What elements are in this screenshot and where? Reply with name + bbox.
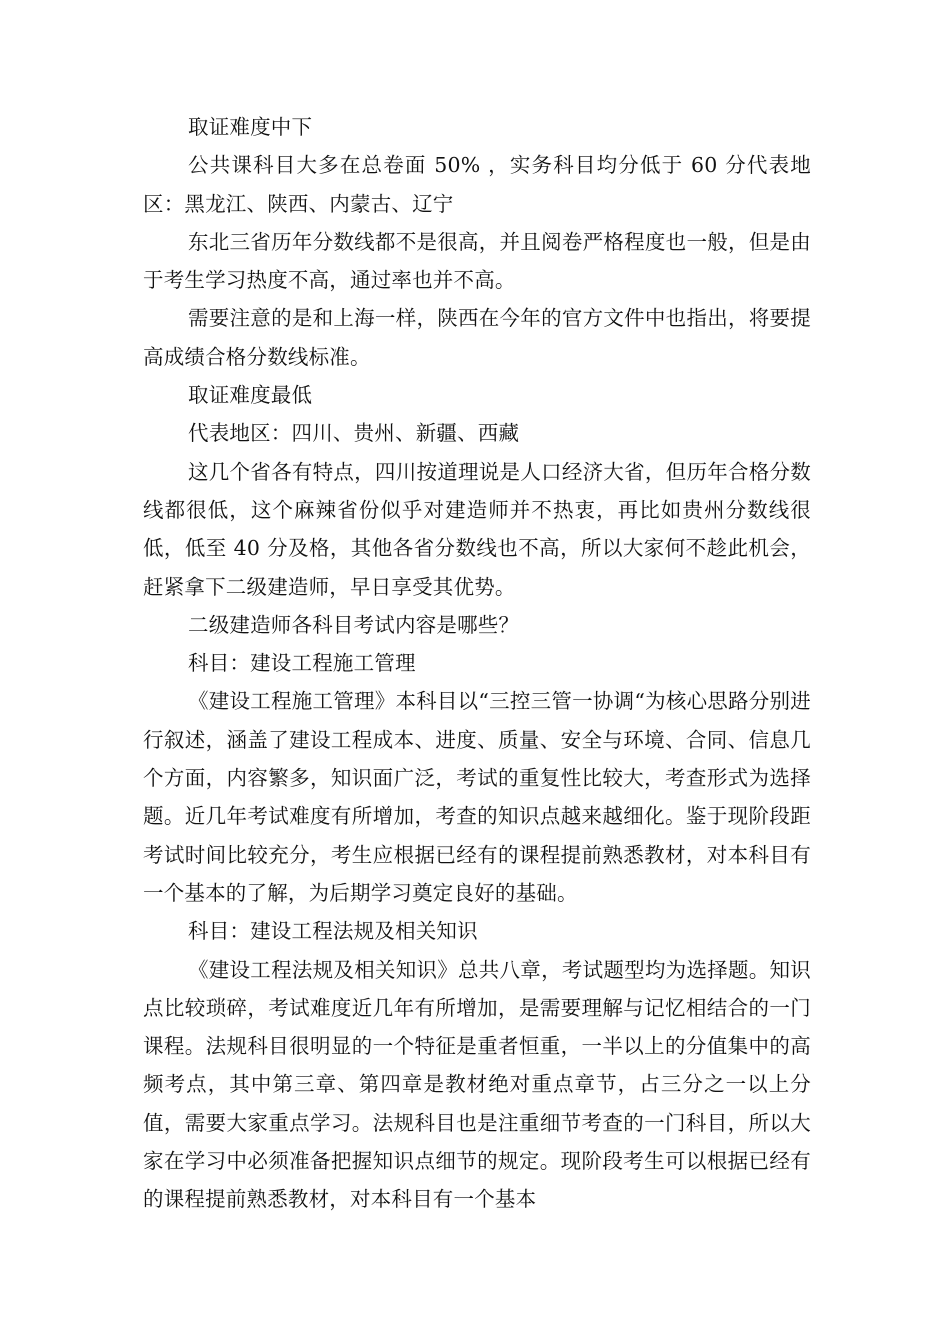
paragraph-regulations-detail: 《建设工程法规及相关知识》总共八章，考试题型均为选择题。知识点比较琐碎，考试难度近几年有所增加，是需要理解与记忆相结合的一门课程。法规科目很明显的一个特征是重者恒重，一半以上的分值集中的高频考点，其中第三章、第四章是教材绝对重点章节，占三分之一以上分值，需要大家重点学习。法规科目也是注重细节考查的一门科目，所以大家在学习中必须准备把握知识点细节的规定。现阶段考生可以根据已经有的课程提前熟悉教材，对本科目有一个基本 <box>143 957 811 1212</box>
paragraph-lowest-regions-detail: 这几个省各有特点，四川按道理说是人口经济大省，但历年合格分数线都很低，这个麻辣省份似乎对建造师并不热衷，再比如贵州分数线很低，低至 40 分及格，其他各省分数线也不高，所以大家何不趁此机会，赶紧拿下二级建造师，早日享受其优势。 <box>143 459 811 599</box>
document-body <box>143 108 811 1219</box>
paragraph-northeast-provinces: 东北三省历年分数线都不是很高，并且阅卷严格程度也一般，但是由于考生学习热度不高，通过率也并不高。 <box>143 229 811 293</box>
paragraph-subject-construction-management: 科目：建设工程施工管理 <box>188 651 416 676</box>
paragraph-lowest-regions: 代表地区：四川、贵州、新疆、西藏 <box>188 421 520 446</box>
paragraph-subject-regulations: 科目：建设工程法规及相关知识 <box>188 919 478 944</box>
paragraph-construction-management-detail: 《建设工程施工管理》本科目以“三控三管一协调“为核心思路分别进行叙述，涵盖了建设工程成本、进度、质量、安全与环境、合同、信息几个方面，内容繁多，知识面广泛，考试的重复性比较大，考查形式为选择题。近几年考试难度有所增加，考查的知识点越来越细化。鉴于现阶段距考试时间比较充分，考生应根据已经有的课程提前熟悉教材，对本科目有一个基本的了解，为后期学习奠定良好的基础。 <box>143 689 811 905</box>
paragraph-difficulty-medium-low-heading: 取证难度中下 <box>188 115 313 139</box>
paragraph-subjects-question: 二级建造师各科目考试内容是哪些？ <box>188 612 520 637</box>
paragraph-difficulty-lowest-heading: 取证难度最低 <box>188 383 313 408</box>
paragraph-shaanxi-note: 需要注意的是和上海一样，陕西在今年的官方文件中也指出，将要提高成绩合格分数线标准。 <box>143 306 811 369</box>
paragraph-medium-low-regions: 公共课科目大多在总卷面 50% ，实务科目均分低于 60 分代表地区：黑龙江、陕西、内蒙古、辽宁 <box>143 153 811 216</box>
